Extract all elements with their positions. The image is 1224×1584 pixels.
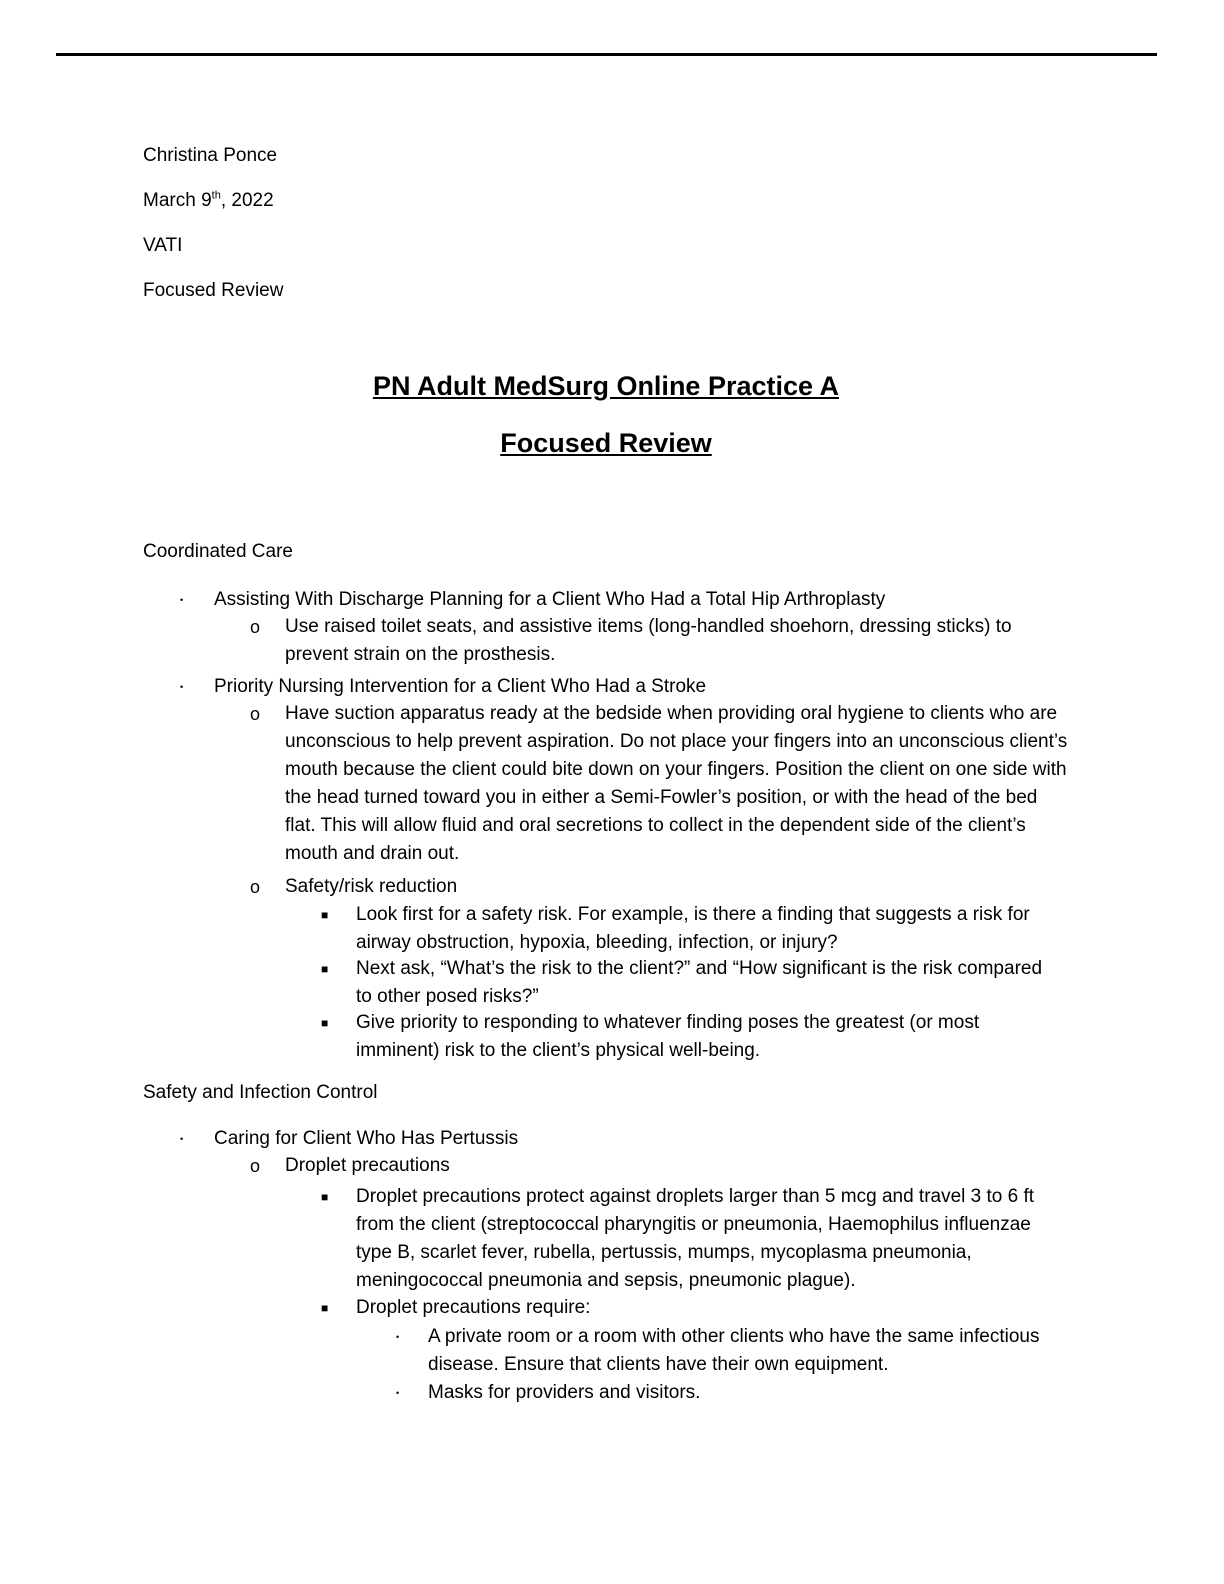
list-item-text: Use raised toilet seats, and assistive items (long-handled shoehorn, dressing sticks) to prevent strain on the prosthesis. (285, 616, 1012, 665)
list-item-text: Have suction apparatus ready at the bedside when providing oral hygiene to clients who are unconscious to help prevent aspiration. Do not place your fingers into an unconscious client’s mouth because the client could bite down on your fingers. Position the client on one side with the head turned toward you in either a Semi-Fowler’s position, or with the head of the bed flat. This will allow fluid and oral secretions to collect in the dependent side of the client’s mouth and drain out. (285, 703, 1068, 864)
list-item-text: Next ask, “What’s the risk to the client?” and “How significant is the risk compared to other posed risks?” (356, 958, 1043, 1007)
list-item-text: Look first for a safety risk. For example, is there a finding that suggests a risk for airway obstruction, hypoxia, bleeding, infection, or injury? (356, 904, 1030, 953)
date-ordinal: th (211, 189, 221, 202)
page-subtitle: Focused Review (500, 428, 712, 458)
bullet-icon: • (180, 1134, 184, 1144)
date-year: , 2022 (220, 190, 274, 211)
bullet-icon: • (396, 1332, 400, 1342)
square-bullet-icon: ■ (321, 962, 329, 976)
circle-bullet-icon: o (250, 877, 261, 897)
course-name: VATI (143, 235, 183, 256)
square-bullet-icon: ■ (321, 908, 329, 922)
list-item-text: Droplet precautions (285, 1155, 450, 1176)
list-item-text: Safety/risk reduction (285, 876, 458, 897)
list-item-text: Masks for providers and visitors. (428, 1382, 701, 1403)
circle-bullet-icon: o (250, 1156, 261, 1176)
square-bullet-icon: ■ (321, 1016, 329, 1030)
list-item-text: A private room or a room with other clients who have the same infectious disease. Ensure that clients have their own equipment. (428, 1326, 1040, 1375)
section-heading-safety-infection-control: Safety and Infection Control (143, 1082, 378, 1103)
list-item-text: Assisting With Discharge Planning for a Client Who Had a Total Hip Arthroplasty (214, 589, 886, 610)
bullet-icon: • (180, 682, 184, 692)
document-date (143, 190, 274, 212)
bullet-icon: • (396, 1388, 400, 1398)
list-item-text: Droplet precautions protect against droplets larger than 5 mcg and travel 3 to 6 ft from the client (streptococcal pharyngitis or pneumonia, Haemophilus influenzae type B, scarlet fever, rubella, pertussis, mumps, mycoplasma pneumonia, meningococcal pneumonia and sepsis, pneumonic plague). (356, 1186, 1035, 1291)
author-name: Christina Ponce (143, 145, 278, 166)
list-item-text: Give priority to responding to whatever finding poses the greatest (or most imminent) risk to the client’s physical well-being. (356, 1012, 980, 1061)
list-item-text: Droplet precautions require: (356, 1297, 591, 1318)
square-bullet-icon: ■ (321, 1190, 329, 1204)
page-title: PN Adult MedSurg Online Practice A (372, 371, 840, 401)
circle-bullet-icon: o (250, 704, 261, 724)
square-bullet-icon: ■ (321, 1301, 329, 1315)
list-item-text: Priority Nursing Intervention for a Client Who Had a Stroke (214, 676, 707, 697)
circle-bullet-icon: o (250, 617, 261, 637)
header-rule (56, 53, 1157, 56)
date-month-day: March 9 (143, 190, 212, 211)
document-type: Focused Review (143, 280, 284, 301)
bullet-icon: • (180, 595, 184, 605)
list-item-text: Caring for Client Who Has Pertussis (214, 1128, 519, 1149)
section-heading-coordinated-care: Coordinated Care (143, 541, 293, 562)
